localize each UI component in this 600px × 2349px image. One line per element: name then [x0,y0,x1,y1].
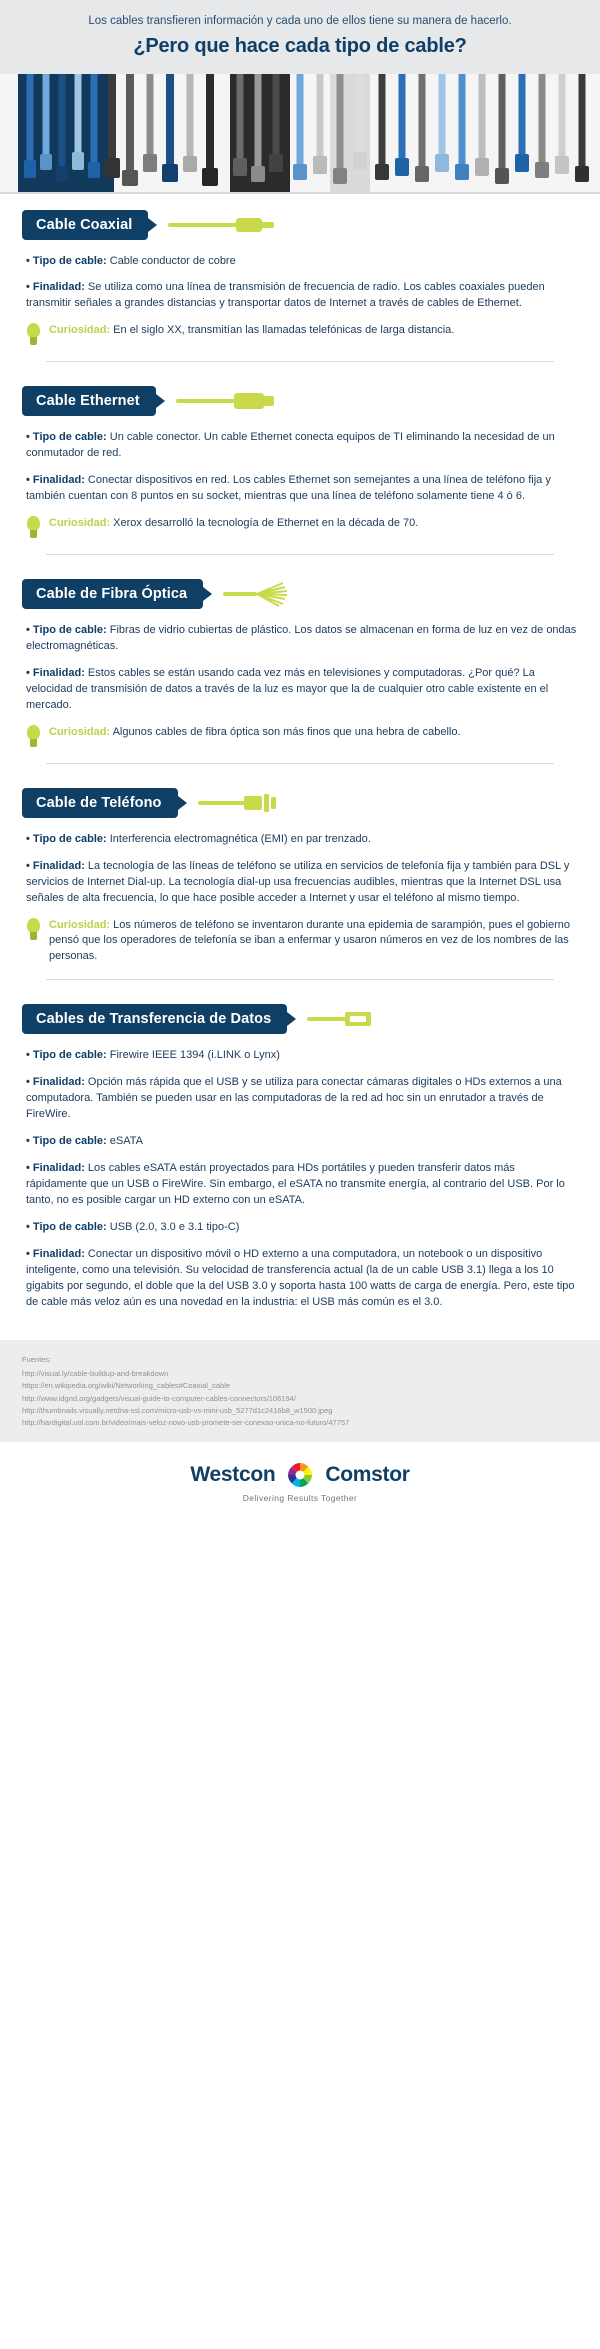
curiosity-block [26,323,578,347]
bullet-text: Conectar dispositivos en red. Los cables Ethernet son semejantes a una línea de teléfono fija y también cuentan con 8 puntos en su socket, mientras que una línea de teléfono solamente tiene 4 ó 6. [26,474,551,503]
section-coaxial [0,194,600,371]
source-link[interactable]: http://thumbnails.visually.netdna-ssl.com/micro-usb-vs-mini-usb_5277d1c2416b8_w1500.jpeg [22,1406,333,1416]
bullet-label: Tipo de cable: [32,1135,107,1148]
bullet-finalidad: • Finalidad: Conectar dispositivos en red. Los cables Ethernet son semejantes a una línea de teléfono fija y también cuentan con 8 puntos en su socket, mientras que una línea de teléfono solamente tiene 4 ó 6. [26,474,551,503]
bullet-label: Finalidad: [32,1247,85,1260]
hero-cables-image [0,74,600,194]
bullet-label: Finalidad: [32,474,85,487]
brand-name-right: Comstor [325,1462,410,1486]
curiosity-label: Curiosidad: [49,725,111,738]
sources-block [0,1340,600,1442]
source-link[interactable]: http://visual.ly/cable-buildup-and-breakdown [22,1368,169,1378]
bullet-label: Finalidad: [32,281,85,294]
section-fibra-optica [0,563,600,772]
section-transferencia-datos [0,988,600,1329]
sources-label: Fuentes: [22,1354,52,1364]
bullet-text: La tecnología de las líneas de teléfono se utiliza en servicios de telefonía fija y también para DSL y servicios de Internet Dial-up. La tecnología dial-up usa frecuencias audibles, mientras que la Internet DSL usa señales de alta frecuencia, lo que hace posible acceder a Internet y usar el teléfono al mismo tiempo. [26,859,570,904]
source-link[interactable]: http://www.idgnd.org/gadgets/visual-guide-to-computer-cables-connectors/106194/ [22,1393,296,1403]
section-ethernet [0,370,600,563]
section-telefono [0,772,600,989]
bullet-label: Tipo de cable: [32,1049,107,1062]
curiosity-text: Algunos cables de fibra óptica son más finos que una hebra de cabello. [110,725,461,738]
curiosity-block [26,725,578,749]
bullet-tipo: • Tipo de cable: Cable conductor de cobre [26,254,236,267]
sections-container [0,194,600,1340]
divider [46,979,554,980]
curiosity-block [26,918,578,966]
bullet-tipo-usb: • Tipo de cable: USB (2.0, 3.0 e 3.1 tipo-C) [26,1220,240,1233]
bullet-text: Estos cables se están usando cada vez más en televisiones y computadoras. ¿Por qué? La velocidad de transmisión de datos a través de la luz es mayor que la de cualquier otro cable existente en el mercado. [26,666,549,711]
page-header [0,0,600,74]
bullet-label: Finalidad: [32,859,85,872]
usb-connector-icon [307,1006,578,1032]
bullet-label: Tipo de cable: [32,624,107,637]
bullet-finalidad: • Finalidad: Estos cables se están usando cada vez más en televisiones y computadoras. ¿Por qué? La velocidad de transmisión de datos a través de la luz es mayor que la de cualquier otro cable existente en el mercado. [26,666,549,711]
lightbulb-icon [26,725,41,749]
section-title-ethernet: Cable Ethernet [22,386,156,416]
bullet-finalidad-usb: • Finalidad: Conectar un dispositivo móvil o HD externo a una computadora, un notebook o un dispositivo inteligente, como una televisión. Su velocidad de transferencia actual (la de un cable USB 3.1) llega a los 10 gigabits por segundo, el doble que la del USB 3.0 y soporta hasta 100 watts de carga de energía. Pero, este tipo de cable más veloz aún es una novedad en la industria: el USB más común es el 3.0. [26,1247,575,1308]
bullet-text: Conectar un dispositivo móvil o HD externo a una computadora, un notebook o un dispositivo inteligente, como una televisión. Su velocidad de transferencia actual (la de un cable USB 3.1) llega a los 10 gigabits por segundo, el doble que la del USB 3.0 y soporta hasta 100 watts de carga de energía. Pero, este tipo de cable más veloz aún es una novedad en la industria: el USB más común es el 3.0. [26,1247,575,1308]
bullet-text: eSATA [106,1135,143,1148]
bullet-label: Finalidad: [32,666,85,679]
page-title: ¿Pero que hace cada tipo de cable? [133,34,467,57]
prism-burst-logo [285,1460,315,1490]
bullet-finalidad-esata: • Finalidad: Los cables eSATA están proyectados para HDs portátiles y pueden transferir datos más rápidamente que un USB o FireWire. Sin embargo, el eSATA no transmite energía, al contrario del USB. Por lo tanto, no es posible cargar un HD externo con un eSATA. [26,1162,565,1206]
curiosity-label: Curiosidad: [49,918,111,931]
bullet-label: Tipo de cable: [32,832,107,845]
section-title-telefono: Cable de Teléfono [22,788,178,818]
bullet-finalidad: • Finalidad: Se utiliza como una línea de transmisión de frecuencia de radio. Los cables coaxiales pueden transmitir señales a grandes distancias y transportar datos de Internet a través de cables de Ethernet. [26,281,545,310]
curiosity-text: En el siglo XX, transmitían las llamadas telefónicas de larga distancia. [110,324,455,337]
bullet-label: Finalidad: [32,1162,85,1175]
rj11-connector-icon [198,790,578,816]
header-subtitle: Los cables transfieren información y cada uno de ellos tiene su manera de hacerlo. [88,15,512,27]
bullet-text: USB (2.0, 3.0 e 3.1 tipo-C) [106,1220,240,1233]
section-header [22,386,578,416]
bullet-tipo: • Tipo de cable: Interferencia electromagnética (EMI) en par trenzado. [26,832,371,845]
bullet-text: Un cable conector. Un cable Ethernet conecta equipos de TI eliminando la necesidad de un conmutador de red. [26,431,555,460]
lightbulb-icon [26,918,41,942]
section-header [22,210,578,240]
bullet-label: Tipo de cable: [32,254,107,267]
bullet-text: Opción más rápida que el USB y se utiliza para conectar cámaras digitales o HDs externos a una computadora. También se pueden usar en las computadoras de la red ad hoc sin un enrutador a través de FireWire. [26,1076,562,1121]
curiosity-label: Curiosidad: [49,517,111,530]
coaxial-connector-icon [168,212,578,238]
divider [46,554,554,555]
section-header [22,788,578,818]
bullet-text: Interferencia electromagnética (EMI) en par trenzado. [106,832,371,845]
source-link[interactable]: https://en.wikipedia.org/wiki/Networking_cables#Coaxial_cable [22,1381,231,1391]
curiosity-text: Xerox desarrolló la tecnología de Ethernet en la década de 70. [110,517,419,530]
lightbulb-icon [26,323,41,347]
divider [46,763,554,764]
bullet-tipo: • Tipo de cable: Un cable conector. Un cable Ethernet conecta equipos de TI eliminando la necesidad de un conmutador de red. [26,431,555,460]
fiber-optic-strands-icon [223,581,578,607]
brand-tagline: Delivering Results Together [242,1492,358,1503]
bullet-label: Tipo de cable: [32,1220,107,1233]
bullet-finalidad-firewire: • Finalidad: Opción más rápida que el USB y se utiliza para conectar cámaras digitales o HDs externos a una computadora. También se pueden usar en las computadoras de la red ad hoc sin un enrutador a través de FireWire. [26,1076,562,1121]
bullet-text: Los cables eSATA están proyectados para HDs portátiles y pueden transferir datos más rápidamente que un USB o FireWire. Sin embargo, el eSATA no transmite energía, al contrario del USB. Por lo tanto, no es posible cargar un HD externo con un eSATA. [26,1162,565,1206]
section-header [22,1004,578,1034]
lightbulb-icon [26,516,41,540]
section-title-coaxial: Cable Coaxial [22,210,148,240]
section-header [22,579,578,609]
bullet-text: Cable conductor de cobre [106,254,236,267]
bullet-text: Firewire IEEE 1394 (i.LINK o Lynx) [106,1049,280,1062]
brand-footer [0,1442,600,1525]
bullet-label: Tipo de cable: [32,431,107,444]
bullet-text: Fibras de vidrio cubiertas de plástico. Los datos se almacenan en forma de luz en vez de ondas electromagnéticas. [26,624,577,653]
curiosity-text: Los números de teléfono se inventaron durante una epidemia de sarampión, pues el gobierno pensó que los operadores de telefonía se iban a enfermar y usaron números en vez de los nombres de las personas. [49,918,570,963]
rj45-connector-icon [176,388,578,414]
bullet-text: Se utiliza como una línea de transmisión de frecuencia de radio. Los cables coaxiales pueden transmitir señales a grandes distancias y transportar datos de Internet a través de cables de Ethernet. [26,281,545,310]
brand-name-left: Westcon [190,1462,276,1486]
curiosity-label: Curiosidad: [49,324,111,337]
cables-illustration [0,74,600,194]
brand-row [0,1460,600,1490]
bullet-tipo: • Tipo de cable: Fibras de vidrio cubiertas de plástico. Los datos se almacenan en forma de luz en vez de ondas electromagnéticas. [26,624,577,653]
divider [46,361,554,362]
source-link[interactable]: http://hardigital.uol.com.br/video/mais-veloz-novo-usb-promete-ser-conexao-unica-no-futuro/47757 [22,1418,350,1428]
bullet-label: Finalidad: [32,1076,85,1089]
section-title-fibra-optica: Cable de Fibra Óptica [22,579,203,609]
bullet-tipo-esata: • Tipo de cable: eSATA [26,1135,143,1148]
section-title-transferencia-datos: Cables de Transferencia de Datos [22,1004,287,1034]
bullet-finalidad: • Finalidad: La tecnología de las líneas de teléfono se utiliza en servicios de telefonía fija y también para DSL y servicios de Internet Dial-up. La tecnología dial-up usa frecuencias audibles, mientras que la Internet DSL usa señales de alta frecuencia, lo que hace posible acceder a Internet y usar el teléfono al mismo tiempo. [26,859,570,904]
bullet-tipo-firewire: • Tipo de cable: Firewire IEEE 1394 (i.LINK o Lynx) [26,1049,280,1062]
curiosity-block [26,516,578,540]
